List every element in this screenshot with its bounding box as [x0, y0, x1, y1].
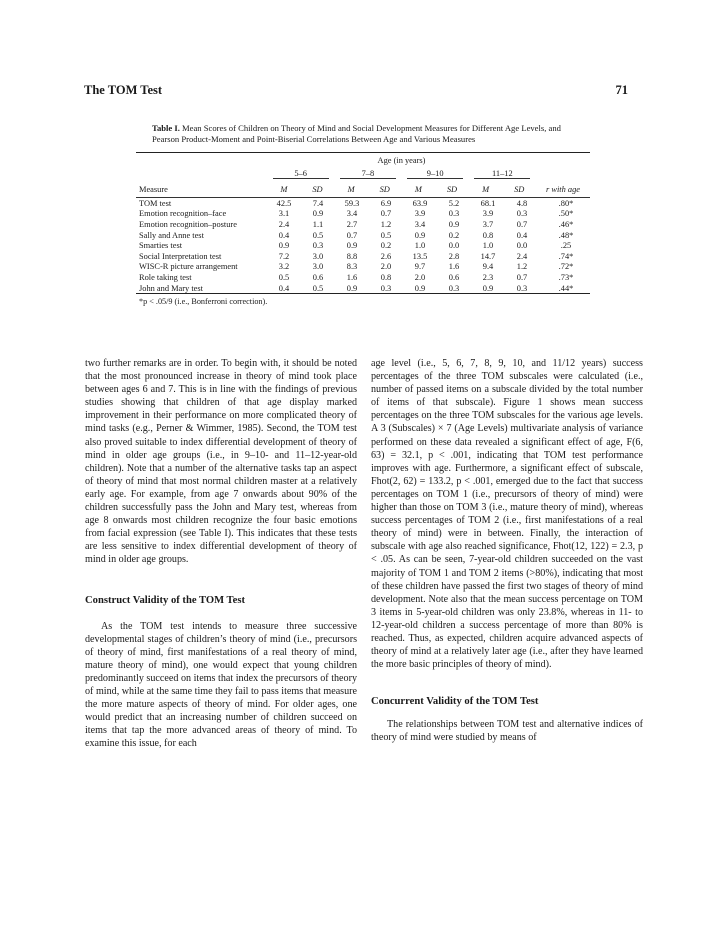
age-group-header: 9–10 [407, 169, 463, 179]
value-cell: 0.4 [278, 283, 290, 293]
value-cell: 0.3 [448, 209, 460, 219]
value-cell: 6.9 [380, 198, 392, 208]
value-cell: 1.1 [312, 219, 324, 229]
value-cell: 0.9 [278, 241, 290, 251]
value-cell: 3.7 [482, 219, 494, 229]
column-header: M [280, 184, 288, 194]
value-cell: 0.3 [312, 241, 324, 251]
value-cell: 13.5 [412, 251, 428, 261]
column-header: SD [312, 184, 323, 194]
table-footnote: *p < .05/9 (i.e., Bonferroni correction). [139, 297, 268, 307]
value-cell: 0.7 [516, 272, 528, 282]
value-cell: 0.9 [482, 283, 494, 293]
value-cell: 4.8 [516, 198, 528, 208]
table-row [136, 272, 593, 283]
value-cell: 14.7 [480, 251, 496, 261]
correlation-cell: .80* [558, 198, 574, 208]
value-cell: 3.9 [414, 209, 426, 219]
value-cell: 0.3 [448, 283, 460, 293]
measure-cell: Role taking test [139, 272, 192, 282]
value-cell: 2.4 [516, 251, 528, 261]
value-cell: 0.7 [516, 219, 528, 229]
measure-cell: John and Mary test [139, 283, 203, 293]
table-row [136, 251, 593, 262]
value-cell: 0.5 [312, 283, 324, 293]
measure-cell: Emotion recognition–posture [139, 219, 237, 229]
table-caption-text: Mean Scores of Children on Theory of Mind and Social Development Measures for Different Age Levels, and Pearson Product-Moment and Point-Biserial Correlations Between Age and Various Measures [152, 123, 561, 144]
age-group-header: 5–6 [273, 169, 329, 179]
value-cell: 0.9 [448, 219, 460, 229]
table-row [136, 219, 593, 230]
age-header: Age (in years) [377, 155, 426, 165]
value-cell: 0.5 [312, 230, 324, 240]
value-cell: 63.9 [412, 198, 428, 208]
value-cell: 0.3 [516, 209, 528, 219]
value-cell: 2.8 [448, 251, 460, 261]
value-cell: 2.3 [482, 272, 494, 282]
value-cell: 0.6 [312, 272, 324, 282]
value-cell: 0.0 [448, 241, 460, 251]
correlation-cell: .73* [558, 272, 574, 282]
table-caption [152, 123, 582, 145]
value-cell: 0.8 [380, 272, 392, 282]
column-header: SD [379, 184, 390, 194]
correlation-cell: .46* [558, 219, 574, 229]
value-cell: 2.0 [380, 262, 392, 272]
value-cell: 2.6 [380, 251, 392, 261]
value-cell: 3.0 [312, 262, 324, 272]
table-row [136, 262, 593, 273]
body-paragraph: age level (i.e., 5, 6, 7, 8, 9, 10, and 11/12 years) success percentages of the three TOM subscales were calculated (i.e., number of passed items on a subscale divided by the total number of items of that subscale). Figure 1 shows mean success percentages on the three TOM subscales for the various age levels. A 3 (Subscales) × 7 (Age Levels) multivariate analysis of variance performed on these data revealed a significant effect of age, F(6, 63) = 32.1, p < .001, indicating that TOM test performance improves with age. Furthermore, a significant effect of subscale, Fhot(2, 62) = 133.2, p < .001, emerged due to the fact that success percentages on TOM 1 (i.e., precursors of theory of mind) were higher than those on TOM 3 (i.e., mature theory of mind), whereas success percentages of TOM 2 (i.e., first manifestations of a real theory of mind) were in between. Finally, the interaction of subscale with age also reached significance, Fhot(12, 122) = 2.3, p < .05. As can be seen, 7-year-old children succeeded on the vast majority of TOM 1 and TOM 2 items (>80%), indicating that most of these children have passed the first two stages of theory of mind development. Note also that the mean success percentage on TOM 3 items in 5-year-old children was only 23.8%, whereas in 11- to 12-year-old children a success percentage of more than 80% is reached. Thus, as expected, children acquire advanced aspects of theory of mind at a relatively later age (i.e., after they have learned the more basic principles of theory of mind). [371, 358, 643, 671]
correlation-cell: .72* [558, 262, 574, 272]
value-cell: 0.5 [278, 272, 290, 282]
value-cell: 3.1 [278, 209, 290, 219]
table-row [136, 283, 593, 294]
table-label: Table I. [152, 123, 180, 133]
value-cell: 0.4 [516, 230, 528, 240]
value-cell: 0.9 [346, 283, 358, 293]
table-row [136, 240, 593, 251]
value-cell: 1.0 [482, 241, 494, 251]
value-cell: 1.2 [516, 262, 528, 272]
correlation-cell: .48* [558, 230, 574, 240]
value-cell: 2.0 [414, 272, 426, 282]
value-cell: 0.2 [448, 230, 460, 240]
table-row [136, 230, 593, 241]
value-cell: 3.9 [482, 209, 494, 219]
column-header: M [347, 184, 355, 194]
value-cell: 0.9 [312, 209, 324, 219]
value-cell: 0.7 [380, 209, 392, 219]
value-cell: 1.2 [380, 219, 392, 229]
column-header: SD [446, 184, 458, 194]
value-cell: 9.7 [414, 262, 426, 272]
value-cell: 7.4 [312, 198, 324, 208]
column-header: M [482, 184, 490, 194]
value-cell: 3.4 [414, 219, 426, 229]
value-cell: 0.9 [414, 283, 426, 293]
value-cell: 3.0 [312, 251, 324, 261]
value-cell: 5.2 [448, 198, 460, 208]
value-cell: 2.4 [278, 219, 290, 229]
column-header: r with age [546, 184, 580, 194]
table-row [136, 198, 593, 209]
value-cell: 0.2 [380, 241, 392, 251]
value-cell: 7.2 [278, 251, 290, 261]
body-paragraph: As the TOM test intends to measure three successive developmental stages of children’s theory of mind (i.e., precursors of theory of mind, first manifestations of a real theory of mind, mature theory of mind), one would expect that young children predominantly succeed on items that index the precursors of theory of mind, while at the same time they fail to pass items that measure the more mature aspects of theory of mind. For older ages, one would predict that an increasing number of children succeed on items that tap the more advanced areas of theory of mind. To examine this issue, for each [85, 620, 357, 750]
correlation-cell: .50* [558, 209, 574, 219]
value-cell: 2.7 [346, 219, 358, 229]
column-header: Measure [139, 184, 168, 194]
value-cell: 1.6 [448, 262, 460, 272]
value-cell: 0.3 [516, 283, 528, 293]
correlation-cell: .25 [560, 241, 572, 251]
value-cell: 0.3 [380, 283, 392, 293]
value-cell: 0.7 [346, 230, 358, 240]
age-group-header: 11–12 [474, 169, 530, 179]
measure-cell: Emotion recognition–face [139, 209, 227, 219]
measure-cell: WISC-R picture arrangement [139, 262, 238, 272]
value-cell: 0.6 [448, 272, 460, 282]
body-paragraph: two further remarks are in order. To begin with, it should be noted that the most pronounced increase in theory of mind took place between ages 6 and 7. This is in line with the findings of previous studies showing that children of that age display marked improvement in their performance on more complicated theory of mind tasks (e.g., Perner & Wimmer, 1985). Second, the TOM test also proved suitable to index differential development of theory of mind in older age groups (i.e., in 9–10- and 11–12-year-old children). Note that a number of the alternative tasks tap an aspect of theory of mind that most normal children master at a relatively early age. For example, from age 7 onwards about 90% of the children successfully pass the John and Mary test, whereas from age 8 onwards most children recognize the four basic emotions from facial expression (see Table I). This indicates that these tests are less sensitive to index differential development of theory of mind in older age groups. [85, 358, 357, 566]
value-cell: 8.3 [346, 262, 358, 272]
value-cell: 59.3 [344, 198, 360, 208]
column-header: SD [514, 184, 525, 194]
value-cell: 0.8 [482, 230, 494, 240]
measure-cell: Sally and Anne test [139, 230, 204, 240]
measure-cell: TOM test [139, 198, 172, 208]
right-column [371, 357, 643, 745]
section-heading: Construct Validity of the TOM Test [85, 594, 246, 606]
page-number: 71 [615, 83, 628, 97]
results-table [136, 152, 590, 306]
value-cell: 1.6 [346, 272, 358, 282]
correlation-cell: .44* [558, 283, 574, 293]
value-cell: 9.4 [482, 262, 494, 272]
value-cell: 3.2 [278, 262, 290, 272]
running-header-title: The TOM Test [84, 83, 163, 97]
age-group-header: 7–8 [340, 169, 396, 179]
correlation-cell: .74* [558, 251, 574, 261]
value-cell: 1.0 [414, 241, 426, 251]
measure-cell: Social Interpretation test [139, 251, 222, 261]
measure-cell: Smarties test [139, 241, 183, 251]
value-cell: 3.4 [346, 209, 358, 219]
table-row [136, 209, 593, 220]
value-cell: 0.9 [346, 241, 358, 251]
left-column [85, 357, 357, 751]
value-cell: 42.5 [276, 198, 292, 208]
value-cell: 0.5 [380, 230, 392, 240]
body-paragraph: The relationships between TOM test and alternative indices of theory of mind were studied by means of [371, 719, 643, 744]
value-cell: 0.4 [278, 230, 290, 240]
value-cell: 0.0 [516, 241, 528, 251]
value-cell: 68.1 [480, 198, 496, 208]
value-cell: 0.9 [414, 230, 426, 240]
column-header: M [414, 184, 422, 194]
value-cell: 8.8 [346, 251, 358, 261]
section-heading: Concurrent Validity of the TOM Test [371, 696, 539, 708]
